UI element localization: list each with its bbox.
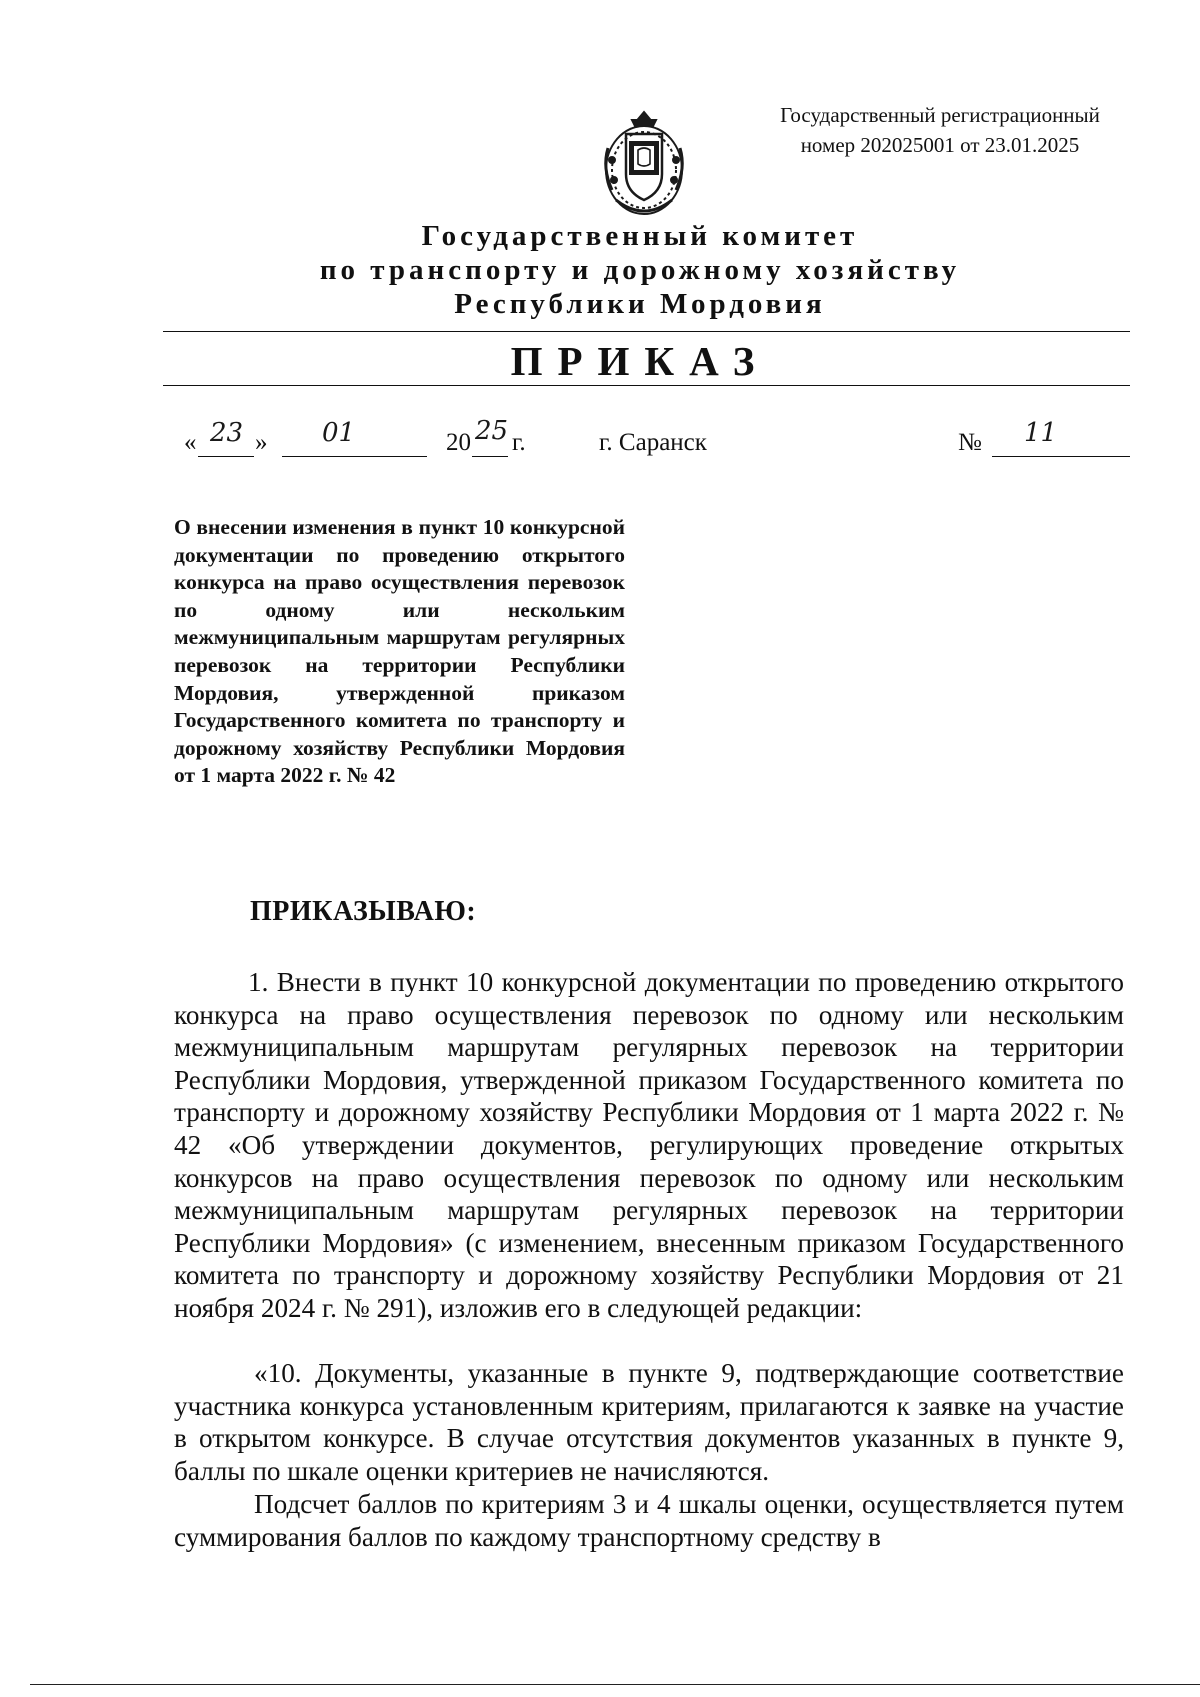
header-rule-bottom xyxy=(163,385,1130,386)
committee-heading xyxy=(150,219,1130,321)
paragraph-2-text: «10. Документы, указанные в пункте 9, подтверждающие соответствие участника конкурса установленным критериям, прилагаются к заявке на участие в открытом конкурсе. В случае отсутствия документов указанных в пункте 9, баллы по шкале оценки критериев не начисляются. xyxy=(174,1358,1124,1486)
date-year-mark: г. xyxy=(512,429,526,456)
order-number: 11 xyxy=(1024,418,1058,448)
date-year-prefix: 20 xyxy=(446,429,471,456)
date-close-quote: » xyxy=(255,429,268,456)
committee-line-1: Государственный комитет xyxy=(421,220,859,252)
committee-line-2: по транспорту и дорожному хозяйству xyxy=(319,254,961,286)
date-day: 23 xyxy=(210,418,244,448)
date-month: 01 xyxy=(322,418,356,448)
date-open-quote: « xyxy=(184,429,197,456)
year-underline xyxy=(472,456,508,457)
committee-line-3: Республики Мордовия xyxy=(454,288,826,320)
date-year-suffix: 25 xyxy=(475,416,509,446)
document-type-title: ПРИКАЗ xyxy=(510,338,770,384)
month-underline xyxy=(282,456,427,457)
paragraph-2 xyxy=(174,1357,1124,1487)
order-subject: О внесении изменения в пункт 10 конкурсной документации по проведению открытого конкурса на право осуществления перевозок по одному или нескольким межмуниципальным маршрутам регулярных перевозок на территории Республики Мордовия, утвержденной приказом Государственного комитета по транспорту и дорожному хозяйству Республики Мордовия от 1 марта 2022 г. № 42 xyxy=(174,515,625,788)
paragraph-3-text: Подсчет баллов по критериям 3 и 4 шкалы оценки, осуществляется путем суммирования баллов по каждому транспортному средству в xyxy=(174,1489,1124,1552)
order-directive: ПРИКАЗЫВАЮ: xyxy=(250,896,477,927)
coat-of-arms-icon xyxy=(596,108,692,220)
page-bottom-rule xyxy=(30,1684,1200,1685)
paragraph-1 xyxy=(174,966,1124,1325)
registration-line-1: Государственный регистрационный xyxy=(780,103,1100,127)
registration-number xyxy=(740,100,1140,160)
number-label: № xyxy=(958,429,982,456)
number-underline xyxy=(992,456,1130,457)
day-underline xyxy=(198,456,254,457)
registration-line-2: номер 202025001 от 23.01.2025 xyxy=(800,133,1080,157)
paragraph-1-text: 1. Внести в пункт 10 конкурсной документации по проведению открытого конкурса на право осуществления перевозок по одному или нескольким межмуниципальным маршрутам регулярных перевозок на территории Республики Мордовия, утвержденной приказом Государственного комитета по транспорту и дорожному хозяйству Республики Мордовия от 1 марта 2022 г. № 42 «Об утверждении документов, регулирующих проведение открытых конкурсов на право осуществления перевозок по одному или нескольким межмуниципальным маршрутам регулярных перевозок на территории Республики Мордовия» (с изменением, внесенным приказом Государственного комитета по транспорту и дорожному хозяйству Республики Мордовия от 21 ноября 2024 г. № 291), изложив его в следующей редакции: xyxy=(174,967,1124,1323)
header-rule-top xyxy=(163,331,1130,332)
city: г. Саранск xyxy=(599,429,707,456)
paragraph-3 xyxy=(174,1488,1124,1553)
